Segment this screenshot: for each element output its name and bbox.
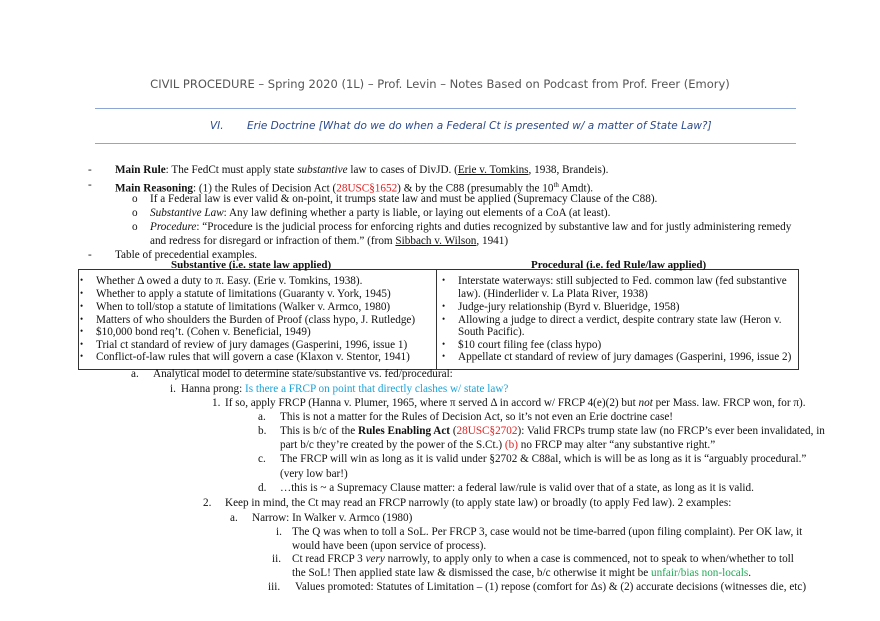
- table-cell-left: When to toll/stop a statute of limitations (Walker v. Armco, 1980): [96, 301, 391, 313]
- outline-roman-iii: iii.: [268, 581, 281, 593]
- bullet-marker: •: [442, 314, 446, 324]
- table-cell-right: South Pacific).: [458, 326, 525, 338]
- values-promoted: Values promoted: Statutes of Limitation – (1) repose (comfort for Δs) & (2) accurate decisions (witnesses die, etc): [295, 581, 807, 593]
- walker-holding-cont: the SoL! Then applied state law & dismissed the case, b/c otherwise it might be unfair/bias non-locals.: [292, 567, 752, 579]
- bullet-marker: •: [80, 326, 84, 336]
- circle-bullet: o: [132, 221, 138, 233]
- main-rule: Main Rule: The FedCt must apply state substantive law to cases of DivJD. (Erie v. Tomkins, 1938, Brandeis).: [115, 164, 609, 176]
- table-cell-right: $10 court filing fee (class hypo): [458, 339, 602, 351]
- table-cell-left: Whether to apply a statute of limitations (Guaranty v. York, 1945): [96, 288, 391, 300]
- supremacy-matter-note: …this is ~ a Supremacy Clause matter: a federal law/rule is valid over that of a state, as long as it is valid.: [280, 482, 754, 494]
- table-header-procedural: Procedural (i.e. fed Rule/law applied): [531, 259, 707, 271]
- table-header-substantive: Substantive (i.e. state law applied): [171, 259, 332, 271]
- walker-question-cont: would have been (upon service of process).: [292, 540, 487, 552]
- hanna-rule: If so, apply FRCP (Hanna v. Plumer, 1965, where π served Δ in accord w/ FRCP 4(e)(2) but not per Mass. law. FRCP won, for π).: [225, 397, 806, 409]
- outline-a-num: a.: [258, 411, 266, 423]
- bullet-marker: •: [442, 301, 446, 311]
- table-cell-left: Whether Δ owed a duty to π. Easy. (Erie v. Tomkins, 1938).: [96, 275, 363, 287]
- dash-marker: -: [88, 164, 92, 176]
- table-cell-left: Trial ct standard of review of jury damages (Gasperini, 1996, issue 1): [96, 339, 408, 351]
- table-cell-right: Interstate waterways: still subjected to Fed. common law (fed substantive: [458, 275, 787, 287]
- frcp-wins-note: The FRCP will win as long as it is valid under §2702 & C88al, which is will be as long as it is “arguably procedural.”: [280, 453, 807, 465]
- table-cell-left: Matters of who shoulders the Burden of Proof (class hypo, J. Rutledge): [96, 314, 416, 326]
- table-cell-right: law). (Hinderlider v. La Plata River, 1938): [458, 288, 648, 300]
- bullet-marker: •: [80, 288, 84, 298]
- table-cell-right: Appellate ct standard of review of jury damages (Gasperini, 1996, issue 2): [458, 351, 792, 363]
- outline-roman-ii: ii.: [272, 553, 282, 565]
- outline-roman-i: i.: [276, 526, 282, 538]
- table-cell-right: Allowing a judge to direct a verdict, despite contrary state law (Heron v.: [458, 314, 782, 326]
- supremacy-note: If a Federal law is ever valid & on-point, it trumps state law and must be applied (Supremacy Clause of the C88).: [150, 193, 658, 205]
- outline-d-num: d.: [258, 482, 267, 494]
- low-bar-note: (very low bar!): [280, 468, 348, 480]
- walker-question: The Q was when to toll a SoL. Per FRCP 3, case would not be time-barred (upon filing complaint). Per OK law, it: [292, 526, 803, 538]
- narrow-broad-note: Keep in mind, the Ct may read an FRCP narrowly (to apply state law) or broadly (to apply Fed law). 2 examples:: [225, 497, 732, 509]
- procedure-def: Procedure: “Procedure is the judicial process for enforcing rights and duties recognized by substantive law and for justly administering remedy: [150, 221, 792, 233]
- bullet-marker: •: [80, 314, 84, 324]
- page-header: CIVIL PROCEDURE – Spring 2020 (1L) – Prof. Levin – Notes Based on Podcast from Prof. Freer (Emory): [150, 77, 730, 91]
- outline-a-num: a.: [131, 368, 139, 380]
- circle-bullet: o: [132, 193, 138, 205]
- header-rule: [95, 108, 796, 109]
- bullet-marker: •: [442, 275, 446, 285]
- bullet-marker: •: [442, 351, 446, 361]
- outline-1-num: 1.: [212, 397, 221, 409]
- walker-holding: Ct read FRCP 3 very narrowly, to apply only to when a case is commenced, not to speak to when/whether to toll: [292, 553, 794, 565]
- section-title: Erie Doctrine [What do we do when a Federal Ct is presented w/ a matter of State Law?]: [247, 120, 712, 132]
- bullet-marker: •: [80, 351, 84, 361]
- precedent-table: [78, 259, 799, 370]
- substantive-law-def: Substantive Law: Any law defining whether a party is liable, or laying out elements of a CoA (at least).: [150, 207, 611, 219]
- table-divider: [436, 270, 437, 369]
- outline-2-num: 2.: [203, 497, 212, 509]
- analytical-model: Analytical model to determine state/substantive vs. fed/procedural:: [153, 368, 453, 380]
- table-cell-right: Judge-jury relationship (Byrd v. Blueridge, 1958): [458, 301, 680, 313]
- outline-a-num: a.: [230, 512, 238, 524]
- table-intro: Table of precedential examples.: [115, 249, 258, 261]
- dash-marker: -: [88, 179, 92, 191]
- bullet-marker: •: [80, 275, 84, 285]
- section-number: VI.: [210, 120, 224, 132]
- procedure-def-cont: and redress for disregard or infraction of them.” (from Sibbach v. Wilson, 1941): [150, 235, 509, 247]
- outline-i-num: i.: [170, 383, 176, 395]
- table-cell-left: Conflict-of-law rules that will govern a case (Klaxon v. Stentor, 1941): [96, 351, 410, 363]
- hanna-prong: Hanna prong: Is there a FRCP on point that directly clashes w/ state law?: [181, 383, 509, 395]
- walker-example: Narrow: In Walker v. Armco (1980): [252, 512, 413, 524]
- dash-marker: -: [88, 249, 92, 261]
- outline-c-num: c.: [258, 453, 266, 465]
- section-rule: [95, 143, 796, 144]
- bullet-marker: •: [80, 301, 84, 311]
- rules-enabling-act: This is b/c of the Rules Enabling Act (28USC§2702): Valid FRCPs trump state law (no FRCP’s ever been invalidated, in: [280, 425, 825, 437]
- table-cell-left: $10,000 bond req’t. (Cohen v. Beneficial, 1949): [96, 326, 311, 338]
- main-reasoning: Main Reasoning: (1) the Rules of Decision Act (28USC§1652) & by the C88 (presumably the 10th Amdt).: [115, 181, 594, 195]
- not-rda-note: This is not a matter for the Rules of Decision Act, so it’s not even an Erie doctrine case!: [280, 411, 674, 423]
- circle-bullet: o: [132, 207, 138, 219]
- bullet-marker: •: [442, 339, 446, 349]
- rules-enabling-act-cont: part b/c they’re created by the power of the S.Ct.) (b) no FRCP may alter “any substantive right.”: [280, 439, 716, 451]
- outline-b-num: b.: [258, 425, 267, 437]
- bullet-marker: •: [80, 339, 84, 349]
